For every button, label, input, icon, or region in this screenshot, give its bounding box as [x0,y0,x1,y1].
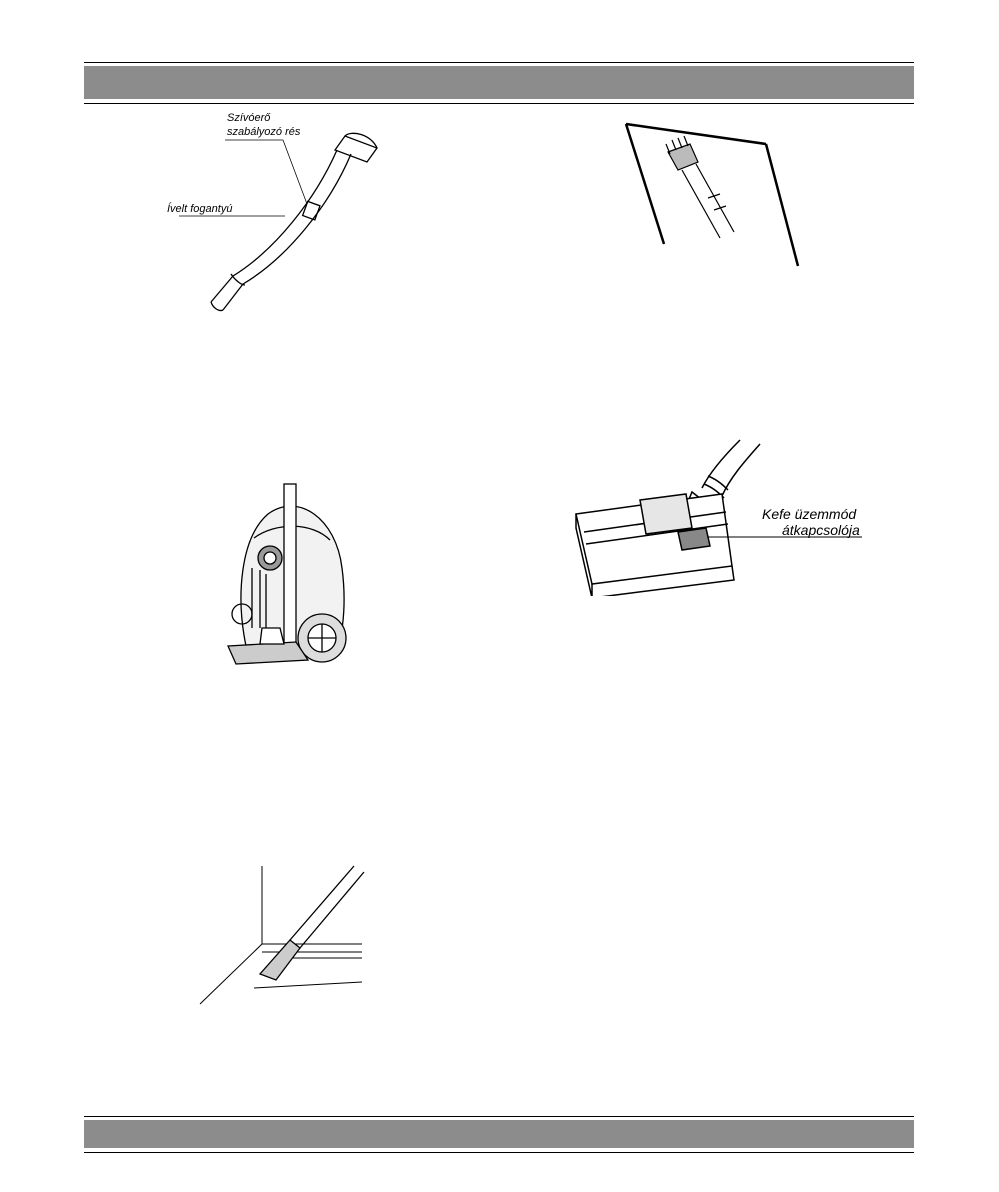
figure-floor-brush [574,436,864,596]
hose-handle-illustration [165,110,387,325]
curved-handle-label: Ívelt fogantyú [167,203,233,215]
figure-vacuum-parked [218,478,358,680]
crevice-corner-illustration [194,862,366,1012]
footer-band [84,1116,914,1153]
floor-brush-illustration [574,436,864,596]
header-rule-top [84,62,914,63]
figure-crevice-corner [194,862,366,1012]
figure-window-brush [620,114,820,274]
header-fill [84,66,914,99]
footer-rule-top [84,1116,914,1117]
window-brush-illustration [620,114,820,274]
suction-slot-label-line1: Szívóerő [227,112,271,124]
footer-rule-bottom [84,1152,914,1153]
brush-switch-label-line2: átkapcsolója [782,522,860,538]
footer-fill [84,1120,914,1148]
header-band [84,62,914,104]
vacuum-parked-illustration [218,478,358,680]
brush-switch-label-line1: Kefe üzemmód [762,506,857,522]
figure-hose-handle [165,110,387,325]
header-rule-bottom [84,103,914,104]
suction-slot-label-line2: szabályozó rés [227,126,301,138]
